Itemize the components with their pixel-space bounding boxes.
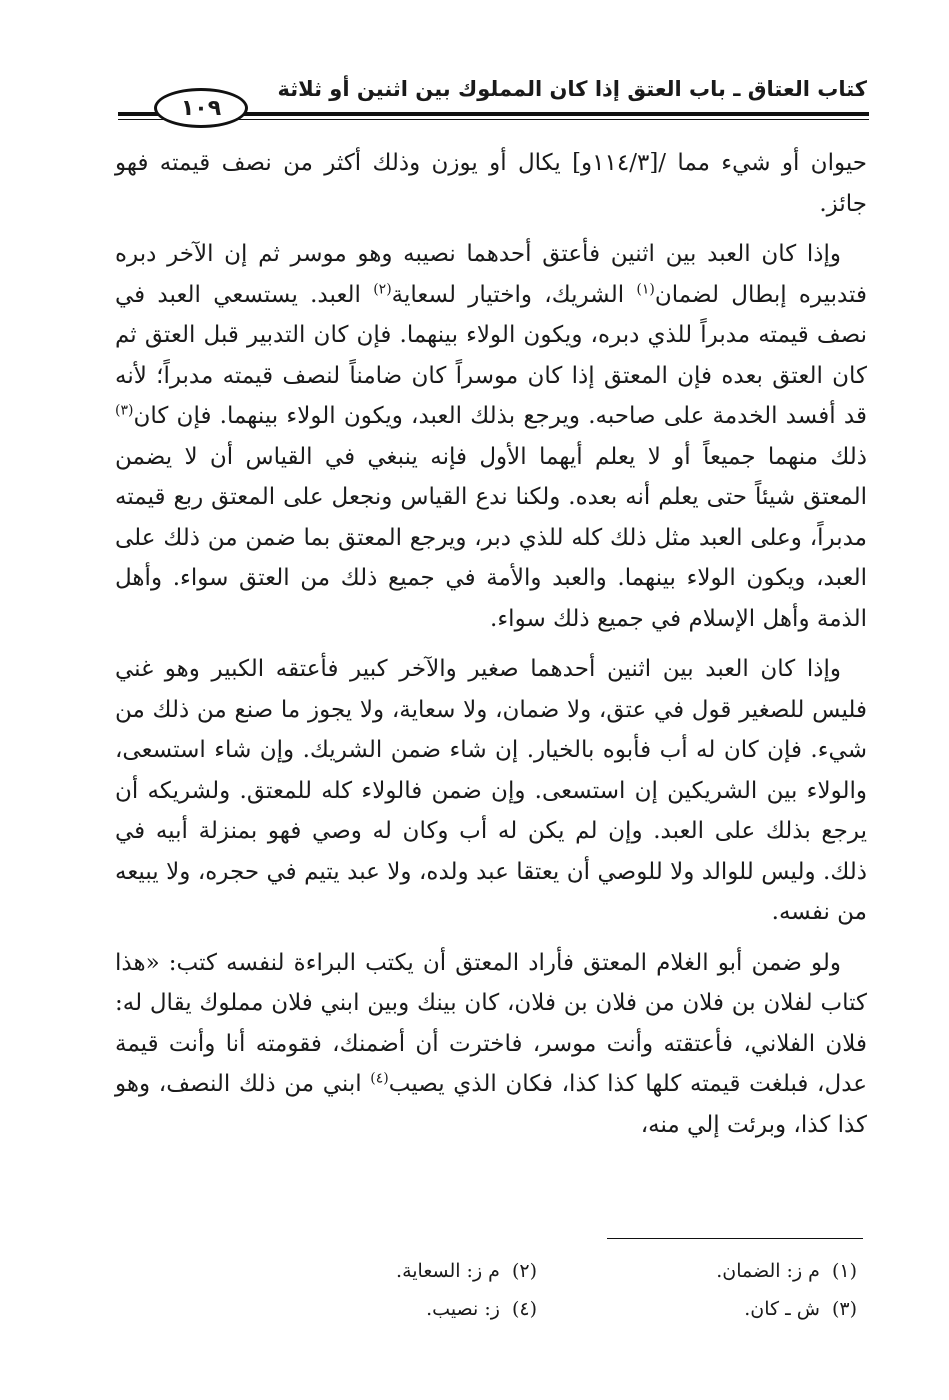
footnote-ref: (٢) — [373, 280, 392, 297]
paragraph-1: حيوان أو شيء مما /[١١٤/٣و] يكال أو يوزن وذلك أكثر من نصف قيمته فهو جائز. — [115, 150, 867, 217]
footnote-separator — [607, 1238, 863, 1239]
footnote-text: م ز: الضمان. — [716, 1260, 820, 1282]
footnote-text: ز: نصيب. — [426, 1298, 500, 1320]
page-number: ١٠٩ — [154, 88, 248, 128]
footnote-1 — [537, 1252, 857, 1290]
footnote-number: (٤) — [511, 1298, 537, 1320]
footnote-ref: (٣) — [115, 402, 134, 419]
footnote-number: (٣) — [831, 1298, 857, 1320]
text-segment: ذلك منهما جميعاً أو لا يعلم أيهما الأول فإنه ينبغي في القياس أن لا يضمن المعتق شيئاً حتى يعلم أنه بعده. ولكنا ندع القياس ونجعل على المعتق ربع قيمته مدبراً، وعلى العبد مثل ذلك كله للذي دبر، ويرجع المعتق بما ضمن من ذلك على العبد، ويكون الولاء بينهما. والعبد والأمة في جميع ذلك من العتق سواء. وأهل الذمة وأهل الإسلام في جميع ذلك سواء. — [115, 443, 867, 632]
footnote-text: م ز: السعاية. — [396, 1260, 500, 1282]
footnote-row — [217, 1252, 857, 1290]
chapter-title: كتاب العتاق ـ باب العتق إذا كان المملوك بين اثنين أو ثلاثة — [277, 77, 867, 101]
footnote-number: (١) — [831, 1260, 857, 1282]
paragraph-4 — [115, 943, 867, 1146]
footnote-row — [217, 1290, 857, 1328]
footnote-3 — [537, 1290, 857, 1328]
paragraph-2 — [115, 234, 867, 639]
footnote-number: (٢) — [511, 1260, 537, 1282]
main-text — [115, 143, 867, 1155]
text-segment: الشريك، واختيار لسعاية — [391, 281, 637, 308]
footnote-4 — [217, 1290, 537, 1328]
footnotes — [217, 1252, 857, 1328]
footnote-ref: (١) — [636, 280, 655, 297]
text-segment: وإذا كان العبد بين اثنين فأعتق أحدهما نصيبه وهو موسر ثم إن الآخر دبره فتدبيره إبطال لضمان — [115, 241, 867, 308]
paragraph-3: وإذا كان العبد بين اثنين أحدهما صغير والآخر كبير فأعتقه الكبير وهو غني فليس للصغير قول في عتق، ولا ضمان، ولا سعاية، ولا يجوز ما صنع من ذلك من شيء. فإن كان له أب فأبوه بالخيار. إن شاء ضمن الشريك. وإن شاء استسعى، والولاء بين الشريكين إن استسعى. وإن ضمن فالولاء كله للمعتق. ولشريكه أن يرجع بذلك على العبد. وإن لم يكن له أب وكان له وصي فهو بمنزلة أبيه في ذلك. وليس للوالد ولا للوصي أن يعتقا عبد ولده، ولا عبد يتيم في حجره، ولا يبيعه من نفسه. — [115, 656, 867, 925]
text-segment: العبد. يستسعي العبد في نصف قيمته مدبراً للذي دبره، ويكون الولاء بينهما. فإن كان التدبير قبل العتق ثم كان العتق بعده فإن المعتق إذا كان موسراً كان ضامناً لنصف قيمته مدبراً؛ لأنه قد أفسد الخدمة على صاحبه. ويرجع بذلك العبد، ويكون الولاء بينهما. فإن كان — [115, 281, 867, 429]
footnote-text: ش ـ كان. — [744, 1298, 820, 1320]
text-segment: ابني من ذلك النصف، وهو كذا كذا، وبرئت إلي منه، — [115, 1071, 867, 1138]
text-segment: ولو ضمن أبو الغلام المعتق فأراد المعتق أن يكتب البراءة لنفسه كتب: «هذا كتاب لفلان بن فلان من فلان بن فلان، كان بينك وبين ابني فلان مملوك يقال له: فلان الفلاني، فأعتقته وأنت موسر، فاخترت أن أضمنك، فقومته أنا وأنت قيمة عدل، فبلغت قيمته كلها كذا كذا، فكان الذي يصيب — [115, 949, 867, 1097]
footnote-ref: (٤) — [370, 1070, 389, 1087]
footnote-2 — [217, 1252, 537, 1290]
